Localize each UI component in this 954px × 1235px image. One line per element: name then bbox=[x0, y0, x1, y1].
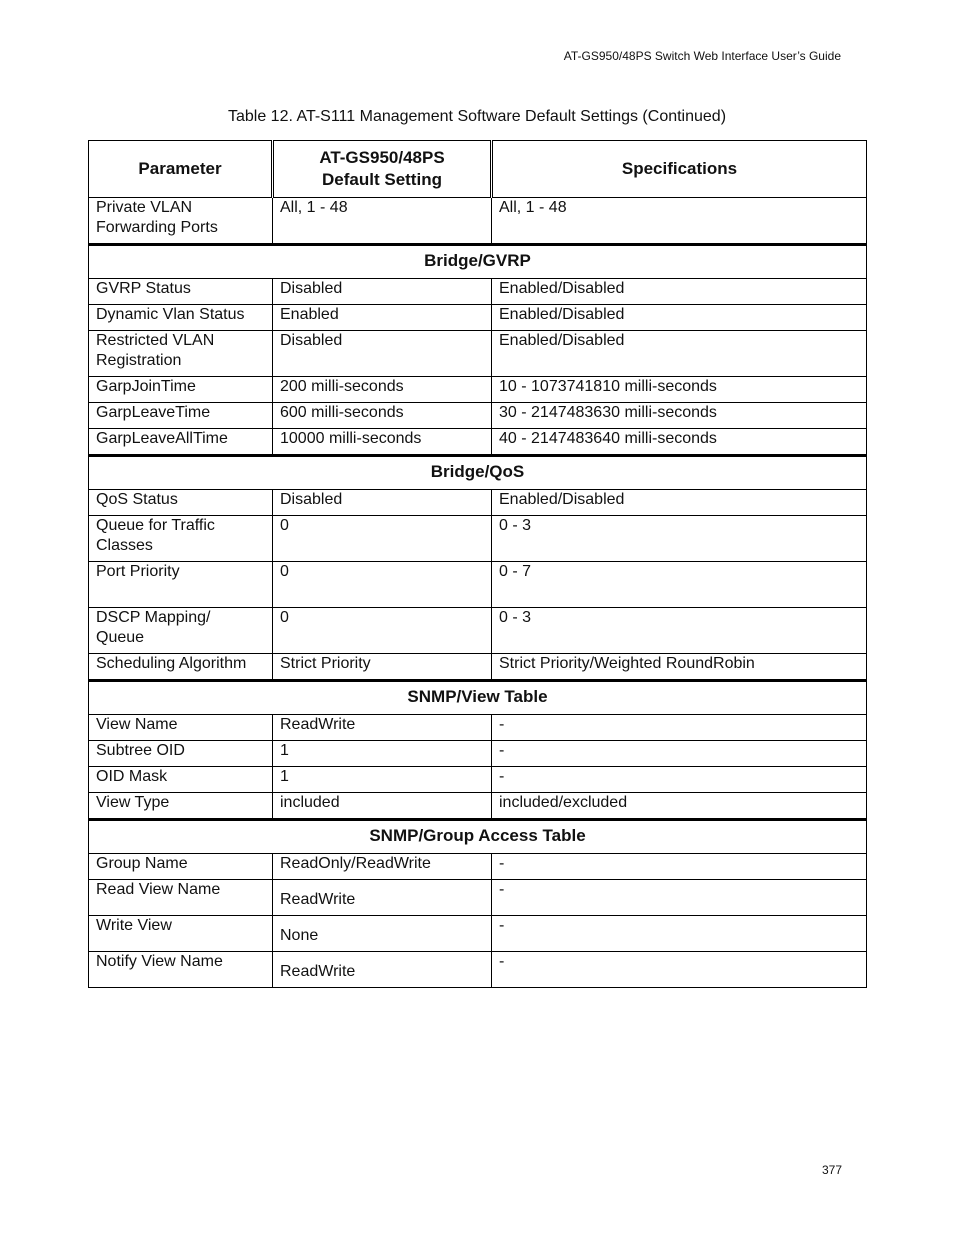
cell-default: Enabled bbox=[273, 305, 492, 331]
cell-spec: Strict Priority/Weighted RoundRobin bbox=[492, 654, 867, 681]
cell-parameter: Scheduling Algorithm bbox=[89, 654, 273, 681]
cell-spec: - bbox=[492, 854, 867, 880]
default-settings-table bbox=[88, 140, 867, 988]
table-row bbox=[89, 715, 867, 741]
running-header: AT-GS950/48PS Switch Web Interface User’s Guide bbox=[563, 49, 841, 63]
cell-spec: - bbox=[492, 916, 867, 952]
cell-parameter: Write View bbox=[89, 916, 273, 952]
cell-spec: 0 - 3 bbox=[492, 516, 867, 562]
cell-spec: - bbox=[492, 715, 867, 741]
column-header-default-line1: AT-GS950/48PS bbox=[319, 148, 445, 167]
table-row bbox=[89, 516, 867, 562]
column-header-parameter: Parameter bbox=[89, 141, 273, 198]
cell-default: 0 bbox=[273, 562, 492, 608]
cell-spec: Enabled/Disabled bbox=[492, 305, 867, 331]
section-title: Bridge/GVRP bbox=[89, 245, 867, 279]
table-header-row bbox=[89, 141, 867, 198]
cell-default: Strict Priority bbox=[273, 654, 492, 681]
section-title: SNMP/View Table bbox=[89, 681, 867, 715]
cell-default: 600 milli-seconds bbox=[273, 403, 492, 429]
table-row bbox=[89, 952, 867, 988]
cell-parameter: Read View Name bbox=[89, 880, 273, 916]
cell-spec: 10 - 1073741810 milli-seconds bbox=[492, 377, 867, 403]
cell-default: 10000 milli-seconds bbox=[273, 429, 492, 456]
cell-spec: Enabled/Disabled bbox=[492, 490, 867, 516]
column-header-default-line2: Default Setting bbox=[322, 170, 442, 189]
section-header-row bbox=[89, 456, 867, 490]
cell-parameter: GVRP Status bbox=[89, 279, 273, 305]
cell-default: All, 1 - 48 bbox=[273, 198, 492, 245]
cell-parameter: Notify View Name bbox=[89, 952, 273, 988]
cell-default: Disabled bbox=[273, 331, 492, 377]
cell-default: 200 milli-seconds bbox=[273, 377, 492, 403]
cell-spec: 30 - 2147483630 milli-seconds bbox=[492, 403, 867, 429]
table-row bbox=[89, 403, 867, 429]
cell-parameter: GarpLeaveAllTime bbox=[89, 429, 273, 456]
cell-parameter: GarpLeaveTime bbox=[89, 403, 273, 429]
table-row bbox=[89, 793, 867, 820]
cell-spec: All, 1 - 48 bbox=[492, 198, 867, 245]
table-row bbox=[89, 880, 867, 916]
section-header-row bbox=[89, 820, 867, 854]
cell-spec: included/excluded bbox=[492, 793, 867, 820]
section-title: SNMP/Group Access Table bbox=[89, 820, 867, 854]
cell-default: 1 bbox=[273, 767, 492, 793]
table-row bbox=[89, 198, 867, 245]
cell-spec: - bbox=[492, 767, 867, 793]
cell-spec: Enabled/Disabled bbox=[492, 279, 867, 305]
cell-default: 0 bbox=[273, 516, 492, 562]
table-row bbox=[89, 279, 867, 305]
cell-parameter: OID Mask bbox=[89, 767, 273, 793]
table-caption: Table 12. AT-S111 Management Software Default Settings (Continued) bbox=[227, 108, 727, 125]
table-row bbox=[89, 854, 867, 880]
cell-spec: Enabled/Disabled bbox=[492, 331, 867, 377]
section-title: Bridge/QoS bbox=[89, 456, 867, 490]
cell-spec: 0 - 3 bbox=[492, 608, 867, 654]
cell-parameter: View Type bbox=[89, 793, 273, 820]
table-row bbox=[89, 741, 867, 767]
table-row bbox=[89, 305, 867, 331]
section-header-row bbox=[89, 245, 867, 279]
cell-parameter: Restricted VLAN Registration bbox=[89, 331, 273, 377]
cell-parameter: Private VLAN Forwarding Ports bbox=[89, 198, 273, 245]
table-row bbox=[89, 562, 867, 608]
table-row bbox=[89, 331, 867, 377]
cell-default: Disabled bbox=[273, 490, 492, 516]
cell-default: ReadWrite bbox=[273, 952, 492, 988]
cell-spec: - bbox=[492, 741, 867, 767]
cell-default: Disabled bbox=[273, 279, 492, 305]
cell-parameter: Port Priority bbox=[89, 562, 273, 608]
table-row bbox=[89, 916, 867, 952]
cell-default: ReadOnly/ReadWrite bbox=[273, 854, 492, 880]
cell-default: included bbox=[273, 793, 492, 820]
cell-spec: - bbox=[492, 952, 867, 988]
column-header-default-setting bbox=[273, 141, 492, 198]
page-number: 377 bbox=[821, 1163, 842, 1177]
cell-spec: 0 - 7 bbox=[492, 562, 867, 608]
table-row bbox=[89, 767, 867, 793]
cell-spec: - bbox=[492, 880, 867, 916]
table-row bbox=[89, 608, 867, 654]
table-row bbox=[89, 377, 867, 403]
cell-parameter: QoS Status bbox=[89, 490, 273, 516]
cell-default: 0 bbox=[273, 608, 492, 654]
cell-spec: 40 - 2147483640 milli-seconds bbox=[492, 429, 867, 456]
table-row bbox=[89, 490, 867, 516]
cell-parameter: Dynamic Vlan Status bbox=[89, 305, 273, 331]
cell-default: ReadWrite bbox=[273, 715, 492, 741]
cell-parameter: Group Name bbox=[89, 854, 273, 880]
column-header-specifications: Specifications bbox=[492, 141, 867, 198]
table-row bbox=[89, 429, 867, 456]
section-header-row bbox=[89, 681, 867, 715]
cell-default: None bbox=[273, 916, 492, 952]
cell-default: ReadWrite bbox=[273, 880, 492, 916]
cell-parameter: Queue for Traffic Classes bbox=[89, 516, 273, 562]
table-row bbox=[89, 654, 867, 681]
cell-parameter: GarpJoinTime bbox=[89, 377, 273, 403]
cell-default: 1 bbox=[273, 741, 492, 767]
cell-parameter: DSCP Mapping/ Queue bbox=[89, 608, 273, 654]
cell-parameter: View Name bbox=[89, 715, 273, 741]
cell-parameter: Subtree OID bbox=[89, 741, 273, 767]
